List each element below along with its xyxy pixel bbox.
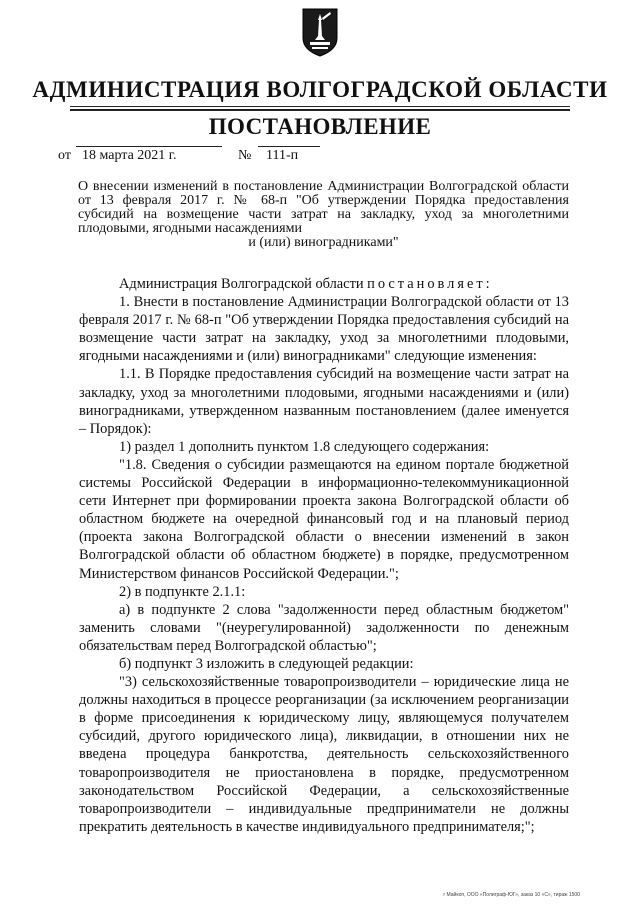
document-date: 18 марта 2021 г. — [82, 148, 177, 163]
date-prefix: от — [58, 148, 71, 163]
subject-last-line: и (или) виноградниками" — [248, 235, 399, 250]
subject-text: О внесении изменений в постановление Администрации Волгоградской области от 13 февраля 2017 г. № 68-п "Об утверждении Порядка предоставления субсидий на возмещение части затрат на закладку, уход за многолетними плодовыми, ягодными насаждениями — [78, 179, 569, 236]
body-paragraph: 1. Внести в постановление Администрации Волгоградской области от 13 февраля 2017 г. № 68-п "Об утверждении Порядка предоставления субсидий на возмещение части затрат на закладку, уход за многолетними плодовыми, ягодными насаждениями и (или) виноградниками" следующие изменения: — [79, 294, 569, 365]
document-number: 111-п — [266, 148, 299, 163]
resolution-intro: Администрация Волгоградской области постановляет: — [119, 276, 493, 292]
body-paragraph: 1.1. В Порядке предоставления субсидий на возмещение части затрат на закладку, уход за многолетними плодовыми, ягодными насаждениями и (или) виноградниками, утвержденном названным постановлением (далее именуется – Порядок): — [79, 366, 569, 437]
document-subject — [78, 180, 569, 250]
resolution-verb: постановляет: — [367, 276, 493, 292]
date-number-line — [58, 146, 338, 166]
body-paragraph: 2) в подпункте 2.1.1: — [119, 583, 246, 600]
number-prefix: № — [238, 148, 252, 163]
body-paragraph: "3) сельскохозяйственные товаропроизводители – юридические лица не должны находиться в процессе реорганизации (за исключением реорганизации в форме присоединения к юридическому лицу, являющемуся получателем субсидий, другого юридического лица), ликвидации, в отношении них не введена процедура банкротства, деятельность сельскохозяйственного товаропроизводителя не приостановлена в порядке, предусмотренном законодательством Российской Федерации, а сельскохозяйственные товаропроизводители – индивидуальные предприниматели не должны прекратить деятельность в качестве индивидуального предпринимателя;"; — [79, 674, 569, 835]
document-type: ПОСТАНОВЛЕНИЕ — [208, 114, 432, 139]
body-paragraph: б) подпункт 3 изложить в следующей редакции: — [119, 655, 414, 672]
body-paragraph: "1.8. Сведения о субсидии размещаются на едином портале бюджетной системы Российской Федерации в информационно-телекоммуникационной сети Интернет при формировании проекта закона Волгоградской области об областном бюджете на очередной финансовый год и на плановый период (проекта закона Волгоградской области о внесении изменений в закон Волгоградской области об областном бюджете) в порядке, предусмотренном Министерством финансов Российской Федерации."; — [79, 456, 569, 582]
coat-of-arms-icon — [300, 6, 340, 58]
organization-name: АДМИНИСТРАЦИЯ ВОЛГОГРАДСКОЙ ОБЛАСТИ — [32, 77, 608, 102]
header-rule-thick — [70, 109, 570, 111]
print-note: г Майкоп, ООО «Полиграф-ЮГ», заказ 10 «С», тираж 1500 — [443, 892, 580, 898]
number-underline — [258, 146, 320, 147]
body-paragraph: а) в подпункте 2 слова "задолженности перед областным бюджетом" заменить словами "(неурегулированной) задолженности по денежным обязательствам перед Волгоградской областью"; — [79, 601, 569, 654]
date-underline — [76, 146, 222, 147]
document-body — [79, 275, 569, 836]
body-paragraph: 1) раздел 1 дополнить пунктом 1.8 следующего содержания: — [119, 438, 490, 455]
header-rule-thin — [70, 106, 570, 107]
